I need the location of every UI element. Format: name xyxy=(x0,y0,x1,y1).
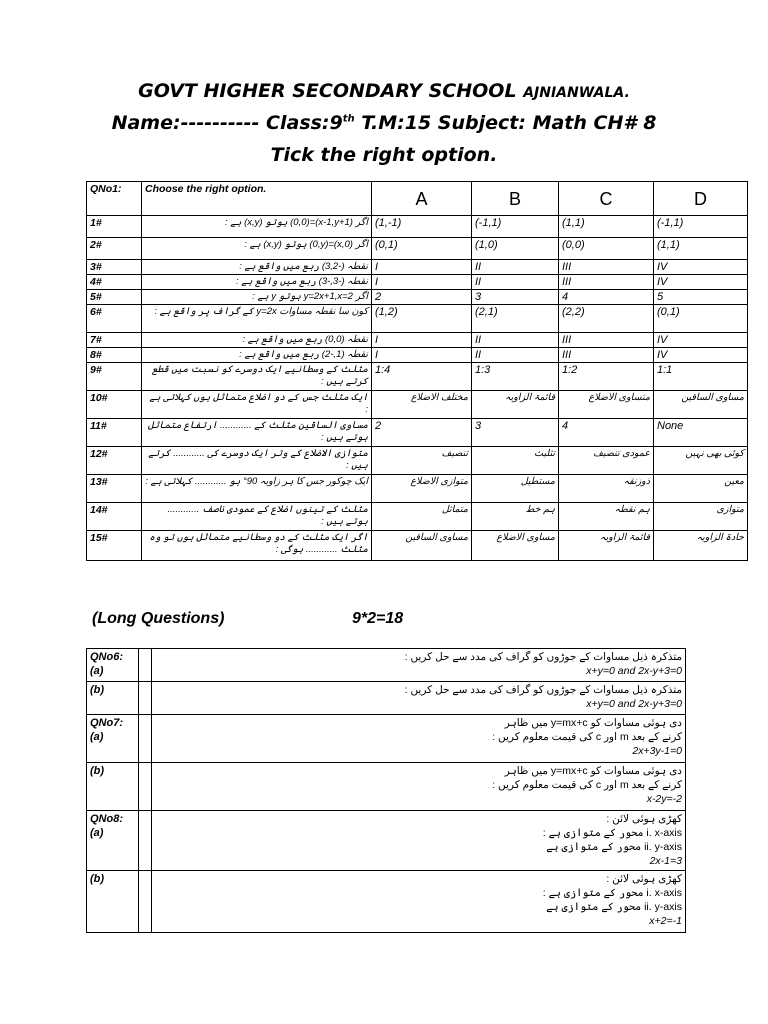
instruction-line: متذکرہ ذیل مساوات کے جوڑوں کو گراف کی مدد سے حل کریں : xyxy=(404,684,682,696)
option-d[interactable]: None xyxy=(654,419,748,447)
question-part: (a) xyxy=(90,665,104,677)
school-title xyxy=(0,80,768,102)
question-number: 11# xyxy=(87,419,142,447)
option-c[interactable]: قائمۃ الزاویہ xyxy=(559,531,654,561)
option-a[interactable]: متوازی الاضلاع xyxy=(372,475,472,503)
option-a[interactable]: مساوی الساقین xyxy=(372,531,472,561)
name-class-label: Name:---------- Class:9 xyxy=(111,112,343,134)
equation-line: 2x+3y-1=0 xyxy=(632,745,682,757)
long-question-label xyxy=(87,763,139,811)
mcq-row xyxy=(87,348,748,363)
question-part: (b) xyxy=(90,684,105,696)
question-number: 9# xyxy=(87,363,142,391)
spacer-cell xyxy=(139,763,152,811)
question-part: (a) xyxy=(90,731,104,743)
long-questions-marks: 9*2=18 xyxy=(352,610,404,627)
option-c[interactable]: (0,0) xyxy=(559,238,654,260)
question-number: 3# xyxy=(87,260,142,275)
question-text: نقطہ (-3,2) ربع میں واقع ہے : xyxy=(142,260,372,275)
question-number: 13# xyxy=(87,475,142,503)
option-b[interactable]: (-1,1) xyxy=(472,216,559,238)
question-text: مثلث کے تینوں اضلاع کے عمودی ناصف ............ ہوتے ہیں : xyxy=(142,503,372,531)
spacer-cell xyxy=(139,715,152,763)
option-b[interactable]: (1,0) xyxy=(472,238,559,260)
mcq-row xyxy=(87,333,748,348)
option-b[interactable]: II xyxy=(472,275,559,290)
option-c[interactable]: 4 xyxy=(559,290,654,305)
instruction-line: i. x-axis محور کے متوازی ہے : xyxy=(542,887,682,899)
option-d[interactable]: 5 xyxy=(654,290,748,305)
option-b[interactable]: قائمۃ الزاویہ xyxy=(472,391,559,419)
spacer-cell xyxy=(139,682,152,715)
option-b[interactable]: (2,1) xyxy=(472,305,559,333)
spacer-cell xyxy=(139,811,152,871)
question-text: مساوی الساقین مثلث کے ............ ارتفاع متماثل ہوتے ہیں : xyxy=(142,419,372,447)
mcq-row xyxy=(87,475,748,503)
question-text: اگر y=2x+1,x=2 ہوتو y ہے : xyxy=(142,290,372,305)
long-question-text xyxy=(152,763,686,811)
long-question-text xyxy=(152,715,686,763)
equation-line: x-2y=-2 xyxy=(646,793,682,805)
school-location: AJNIANWALA. xyxy=(523,85,630,101)
long-question-row xyxy=(87,811,686,871)
option-c[interactable]: ذوزنقہ xyxy=(559,475,654,503)
long-question-row xyxy=(87,649,686,682)
instruction-line: دی ہوئی مساوات کو y=mx+c میں ظاہر xyxy=(504,717,682,729)
question-text: اگر (x,0)=(0,y) ہوتو (x,y) ہے : xyxy=(142,238,372,260)
instruction-line: کھڑی ہوئی لائن : xyxy=(606,873,682,885)
option-c[interactable]: 4 xyxy=(559,419,654,447)
question-number: 15# xyxy=(87,531,142,561)
question-number: 12# xyxy=(87,447,142,475)
option-c[interactable]: III xyxy=(559,275,654,290)
option-d[interactable]: 1:1 xyxy=(654,363,748,391)
question-text: اگر ایک مثلث کے دو وسطانیے متماثل ہوں تو وہ مثلث ............ ہوگی : xyxy=(142,531,372,561)
option-d[interactable]: (-1,1) xyxy=(654,216,748,238)
option-d[interactable]: IV xyxy=(654,275,748,290)
question-text: ایک چوکور جس کا ہر زاویہ 90° ہو ............ کہلاتی ہے : xyxy=(142,475,372,503)
long-question-label xyxy=(87,649,139,682)
mcq-row xyxy=(87,290,748,305)
instruction-line: متذکرہ ذیل مساوات کے جوڑوں کو گراف کی مدد سے حل کریں : xyxy=(404,651,682,663)
equation-line: x+y=0 and 2x-y+3=0 xyxy=(586,665,682,677)
option-a[interactable]: 2 xyxy=(372,419,472,447)
option-a[interactable]: I xyxy=(372,333,472,348)
long-question-row xyxy=(87,682,686,715)
option-d[interactable]: IV xyxy=(654,348,748,363)
option-d[interactable]: کوئی بھی نہیں xyxy=(654,447,748,475)
option-b[interactable]: ہم خط xyxy=(472,503,559,531)
option-c[interactable]: III xyxy=(559,260,654,275)
long-question-label xyxy=(87,871,139,933)
equation-line: x+2=-1 xyxy=(649,915,682,927)
column-header-a: A xyxy=(372,182,472,216)
instruction-line: کھڑی ہوئی لائن : xyxy=(606,813,682,825)
option-c[interactable]: عمودی تنصیف xyxy=(559,447,654,475)
question-text: اگر (x-1,y+1)=(0,0) ہوتو (x,y) ہے : xyxy=(142,216,372,238)
option-c[interactable]: متساوی الاضلاع xyxy=(559,391,654,419)
question-text: کون سا نقطہ مساوات y=2x کے گراف پر واقع ہے : xyxy=(142,305,372,333)
option-d[interactable]: متوازی xyxy=(654,503,748,531)
long-questions-table xyxy=(86,648,686,933)
instruction-line: ii. y-axis محور کے متوازی ہے xyxy=(546,901,682,913)
option-d[interactable]: IV xyxy=(654,333,748,348)
option-a[interactable]: (0,1) xyxy=(372,238,472,260)
mcq-row xyxy=(87,419,748,447)
instruction-line: ii. y-axis محور کے متوازی ہے xyxy=(546,841,682,853)
option-b[interactable]: 3 xyxy=(472,290,559,305)
long-question-row xyxy=(87,871,686,933)
mcq-row xyxy=(87,216,748,238)
spacer-cell xyxy=(139,871,152,933)
option-b[interactable]: تثلیث xyxy=(472,447,559,475)
option-d[interactable]: (0,1) xyxy=(654,305,748,333)
mcq-table xyxy=(86,181,748,561)
long-question-text xyxy=(152,649,686,682)
option-d[interactable]: IV xyxy=(654,260,748,275)
option-c[interactable]: 1:2 xyxy=(559,363,654,391)
mcq-row xyxy=(87,363,748,391)
mcq-prompt: Choose the right option. xyxy=(142,182,372,216)
option-a[interactable]: I xyxy=(372,348,472,363)
question-text: ایک مثلث جس کے دو اضلاع متماثل ہوں کہلاتی ہے : xyxy=(142,391,372,419)
option-c[interactable]: ہم نقطہ xyxy=(559,503,654,531)
instruction-line: i. x-axis محور کے متوازی ہے : xyxy=(542,827,682,839)
option-c[interactable]: III xyxy=(559,348,654,363)
question-number: QNo6: xyxy=(90,651,123,663)
question-number: QNo8: xyxy=(90,813,123,825)
spacer-cell xyxy=(139,649,152,682)
question-number: QNo7: xyxy=(90,717,123,729)
option-a[interactable]: (1,2) xyxy=(372,305,472,333)
option-d[interactable]: حادۃ الزاویہ xyxy=(654,531,748,561)
mcq-row xyxy=(87,531,748,561)
marks-subject-chapter: T.M:15 Subject: Math CH# 8 xyxy=(354,112,657,134)
question-text: نقطہ (-3,-3) ربع میں واقع ہے : xyxy=(142,275,372,290)
option-b[interactable]: 1:3 xyxy=(472,363,559,391)
option-c[interactable]: (2,2) xyxy=(559,305,654,333)
qno-label: QNo1: xyxy=(87,182,142,216)
question-number: 8# xyxy=(87,348,142,363)
column-header-b: B xyxy=(472,182,559,216)
option-c[interactable]: (1,1) xyxy=(559,216,654,238)
long-question-label xyxy=(87,811,139,871)
mcq-row xyxy=(87,275,748,290)
question-number: 4# xyxy=(87,275,142,290)
instruction-heading: Tick the right option. xyxy=(270,144,498,166)
school-name: GOVT HIGHER SECONDARY SCHOOL xyxy=(138,80,517,102)
option-a[interactable]: مختلف الاضلاع xyxy=(372,391,472,419)
column-header-d: D xyxy=(654,182,748,216)
question-number: 10# xyxy=(87,391,142,419)
long-question-label xyxy=(87,715,139,763)
mcq-row xyxy=(87,260,748,275)
option-d[interactable]: (1,1) xyxy=(654,238,748,260)
option-b[interactable]: II xyxy=(472,333,559,348)
question-number: 14# xyxy=(87,503,142,531)
option-a[interactable]: (1,-1) xyxy=(372,216,472,238)
question-text: نقطہ (0,0) ربع میں واقع ہے : xyxy=(142,333,372,348)
question-number: 1# xyxy=(87,216,142,238)
column-header-c: C xyxy=(559,182,654,216)
long-question-text xyxy=(152,811,686,871)
mcq-header-row xyxy=(87,182,748,216)
option-a[interactable]: 2 xyxy=(372,290,472,305)
option-a[interactable]: I xyxy=(372,260,472,275)
option-b[interactable]: II xyxy=(472,260,559,275)
class-superscript: th xyxy=(342,113,355,125)
option-c[interactable]: III xyxy=(559,333,654,348)
option-d[interactable]: مساوی الساقین xyxy=(654,391,748,419)
long-question-text xyxy=(152,682,686,715)
long-question-text xyxy=(152,871,686,933)
question-number: 5# xyxy=(87,290,142,305)
long-question-row xyxy=(87,715,686,763)
question-part: (a) xyxy=(90,827,104,839)
option-b[interactable]: مساوی الاضلاع xyxy=(472,531,559,561)
mcq-row xyxy=(87,305,748,333)
question-number: 2# xyxy=(87,238,142,260)
option-b[interactable]: مستطیل xyxy=(472,475,559,503)
question-text: مثلث کے وسطانیے ایک دوسرے کو نسبت میں قطع کرتے ہیں : xyxy=(142,363,372,391)
instruction-line: کرنے کے بعد m اور c کی قیمت معلوم کریں : xyxy=(492,779,682,791)
option-b[interactable]: II xyxy=(472,348,559,363)
equation-line: x+y=0 and 2x-y+3=0 xyxy=(586,698,682,710)
question-text: نقطہ (1,-2) ربع میں واقع ہے : xyxy=(142,348,372,363)
option-d[interactable]: معین xyxy=(654,475,748,503)
question-text: متوازی الاضلاع کے وتر ایک دوسرے کی ............ کرتے ہیں : xyxy=(142,447,372,475)
mcq-row xyxy=(87,238,748,260)
instruction-line: کرنے کے بعد m اور c کی قیمت معلوم کریں : xyxy=(492,731,682,743)
question-number: 6# xyxy=(87,305,142,333)
student-info-line xyxy=(0,112,768,134)
long-question-label xyxy=(87,682,139,715)
option-b[interactable]: 3 xyxy=(472,419,559,447)
mcq-row xyxy=(87,391,748,419)
option-a[interactable]: تنصیف xyxy=(372,447,472,475)
option-a[interactable]: متماثل xyxy=(372,503,472,531)
equation-line: 2x-1=3 xyxy=(649,855,682,867)
mcq-row xyxy=(87,503,748,531)
option-a[interactable]: 1:4 xyxy=(372,363,472,391)
mcq-row xyxy=(87,447,748,475)
long-question-row xyxy=(87,763,686,811)
question-part: (b) xyxy=(90,873,105,885)
option-a[interactable]: I xyxy=(372,275,472,290)
question-part: (b) xyxy=(90,765,105,777)
long-questions-title: (Long Questions) xyxy=(92,610,225,627)
instruction-line: دی ہوئی مساوات کو y=mx+c میں ظاہر xyxy=(504,765,682,777)
question-number: 7# xyxy=(87,333,142,348)
